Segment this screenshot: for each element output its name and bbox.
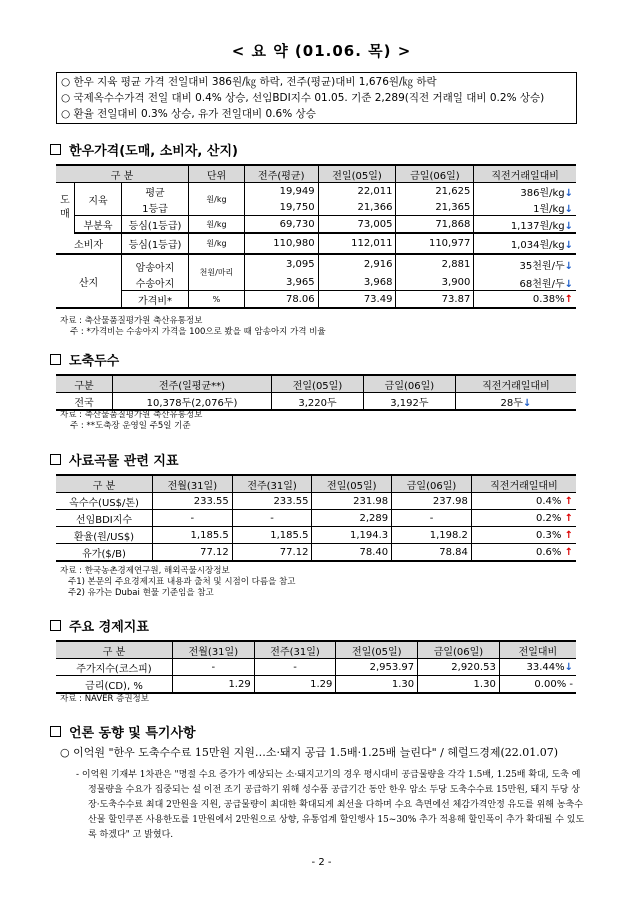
row-label: 가격비* [122,291,189,309]
cell: 112,011 [318,233,396,254]
change-value: 1원/kg [533,203,565,215]
cell: 2,289 [312,510,392,527]
unit-cell: 천원/마리 [189,254,245,291]
change-cell [474,291,576,309]
cell: 71,868 [396,216,474,234]
source-note: 자료 : 축산물품질평가원 축산유통정보 [60,410,203,420]
cell: 1.30 [336,676,418,694]
cell: 1,185.5 [232,527,312,544]
col-header: 전일(05일) [318,165,396,183]
hanwoo-price-table [56,164,576,309]
change-value: 0.3% [536,529,562,541]
section-title: 도축두수 [69,354,120,369]
section-title: 사료곡물 관련 지표 [69,454,179,469]
table-row [56,544,576,562]
unit-cell: % [189,291,245,309]
row-label: 등심(1등급) [122,233,189,254]
row-label: 암송아지 [122,254,189,274]
section-heading-media [50,722,196,741]
col-header: 전일(05일) [336,641,418,659]
col-header: 전일(05일) [272,375,364,393]
row-group-label: 지육 [75,183,122,216]
row-label: 평균 [122,183,189,200]
cell: 78.06 [244,291,318,309]
source-note: 자료 : 한국농촌경제연구원, 해외곡물시장정보 [60,566,230,576]
change-value: 0.2% [536,512,562,524]
cell: - [153,510,233,527]
table-row [56,510,576,527]
table-notes [60,694,149,705]
row-label: 유가($/B) [56,544,153,562]
change-cell [499,659,576,676]
col-header: 전주(일평균**) [113,375,272,393]
col-header: 직전거래일대비 [471,475,576,493]
row-label: 선임BDI지수 [56,510,153,527]
table-row [56,527,576,544]
unit-cell: 원/kg [189,183,245,216]
checkbox-square-icon [50,454,61,465]
cell: 77.12 [232,544,312,562]
econ-indicator-table [56,640,576,694]
row-group-label: 소비자 [56,233,122,254]
change-cell [471,544,576,562]
summary-line: ○ 환율 전일대비 0.3% 상승, 유가 전일대비 0.6% 상승 [61,108,316,120]
checkbox-square-icon [50,620,61,631]
cell: - [173,659,255,676]
unit-cell: 원/kg [189,216,245,234]
col-header: 전일대비 [499,641,576,659]
page-title: < 요 약 (01.06. 목) > [231,42,412,60]
row-label: 환율(원/US$) [56,527,153,544]
arrow-down-icon: ↓ [564,220,573,232]
arrow-up-icon: ↑ [564,546,573,558]
news-body: - 이억원 기재부 1차관은 "명절 수요 증가가 예상되는 소·돼지고기의 경우 평시대비 공급물량을 각각 1.5배, 1.25배 확대, 도축 예정물량을 수요가 집중되는 설 이전 조기 공급하기 위해 성수품 공급기간 동안 한우 암소 두당 도축수수료 15만원, 돼지 두당 상장·도축수수료 최대 2만원을 지원, 공급물량이 최대한 확대되게 최선을 다하며 수요 측면에선 체감가격안정 유도를 위해 농축수산물 할인쿠폰 사용한도를 1만원에서 2만원으로 상향, 유통업계 할인행사 15~30% 추가 적용해 할인폭이 추가 확대될 수 있도록 하겠다" 고 밝혔다. [76,770,585,840]
cell: 3,900 [396,274,474,291]
row-label: 옥수수(US$/톤) [56,493,153,510]
change-value: 0.4% [536,495,562,507]
arrow-down-icon: ↓ [564,203,573,215]
cell: 1,198.2 [392,527,472,544]
cell: 1.29 [173,676,255,694]
col-header: 구 분 [56,641,173,659]
summary-line: ○ 국제옥수수가격 전일 대비 0.4% 상승, 선임BDI지수 01.05. 기준 2,289(직전 거래일 대비 0.2% 상승) [61,92,545,104]
checkbox-square-icon [50,144,61,155]
footnote: 주 : *가격비는 수송아지 가격을 100으로 봤을 때 암송아지 가격 비율 [70,327,326,337]
row-label: 1등급 [122,199,189,216]
page-number: - 2 - [311,857,332,868]
cell: 2,920.53 [418,659,500,676]
cell: 3,192두 [363,393,455,411]
arrow-down-icon: ↓ [564,240,573,251]
change-cell [474,254,576,274]
cell: 233.55 [153,493,233,510]
cell: 1.30 [418,676,500,694]
cell: 3,965 [244,274,318,291]
change-value: 386원/kg [520,187,565,199]
slaughter-table [56,374,576,411]
change-value: 0.38% [532,293,565,305]
col-header: 전주(31일) [254,641,336,659]
cell: 3,095 [244,254,318,274]
cell: 78.84 [392,544,472,562]
col-header: 구분 [56,375,113,393]
cell: 2,953.97 [336,659,418,676]
table-notes [60,316,326,338]
section-title: 한우가격(도매, 소비자, 산지) [69,144,238,159]
row-label: 주가지수(코스피) [56,659,173,676]
cell: 10,378두(2,076두) [113,393,272,411]
change-cell [474,233,576,254]
cell: 21,625 [396,183,474,200]
cell: 69,730 [244,216,318,234]
change-cell [499,676,576,694]
arrow-up-icon: ↑ [564,293,573,305]
feed-grain-table [56,474,576,562]
col-header: 금일(06일) [392,475,472,493]
change-cell [474,183,576,200]
change-value: 68천원/두 [519,278,565,290]
cell: 77.12 [153,544,233,562]
change-cell [455,393,576,411]
arrow-down-icon: ↓ [564,187,573,199]
change-cell [471,527,576,544]
row-label: 등심(1등급) [122,216,189,234]
cell: 3,968 [318,274,396,291]
section-heading-feed [50,450,179,469]
change-value: 28두 [500,397,523,409]
table-notes [60,566,295,599]
col-header: 직전거래일대비 [455,375,576,393]
table-notes [60,410,202,432]
col-header: 직전거래일대비 [474,165,576,183]
col-header: 단위 [189,165,245,183]
arrow-up-icon: ↑ [564,512,573,524]
cell: 233.55 [232,493,312,510]
arrow-down-icon: ↓ [564,261,573,272]
cell: 78.40 [312,544,392,562]
arrow-up-icon: ↑ [564,495,573,507]
arrow-down-icon: ↓ [564,278,573,290]
change-value: 0.00% [534,678,567,690]
news-headline: ○ 이억원 "한우 도축수수료 15만원 지원…소·돼지 공급 1.5배·1.25배 늘린다" / 헤럴드경제(22.01.07) [60,746,559,759]
change-value: 35천원/두 [519,261,565,272]
cell: 110,977 [396,233,474,254]
col-header: 구 분 [56,165,189,183]
footnote: 주2) 유가는 Dubai 현물 기준임을 참고 [68,588,214,598]
arrow-up-icon: ↑ [564,529,573,541]
cell: 231.98 [312,493,392,510]
section-heading-econ [50,616,149,635]
arrow-down-icon: ↓ [564,661,573,673]
col-header: 전주(31일) [232,475,312,493]
change-cell [471,493,576,510]
checkbox-square-icon [50,726,61,737]
table-row [56,659,576,676]
row-group-label: 부분육 [75,216,122,234]
col-header: 전월(31일) [173,641,255,659]
arrow-down-icon: ↓ [522,397,532,409]
source-note: 자료 : NAVER 증권정보 [60,694,149,704]
col-header: 구 분 [56,475,153,493]
cell: - [254,659,336,676]
col-header: 전월(31일) [153,475,233,493]
col-header: 금일(06일) [396,165,474,183]
table-row [56,676,576,694]
row-label: 금리(CD), % [56,676,173,694]
change-cell [474,274,576,291]
col-header: 금일(06일) [363,375,455,393]
col-header: 전일(05일) [312,475,392,493]
cell: 1,194.3 [312,527,392,544]
change-cell [471,510,576,527]
footnote: 주 : **도축장 운영일 주5일 기준 [70,421,191,431]
summary-box [56,72,577,124]
cell: 21,366 [318,199,396,216]
change-value: 1,137원/kg [510,220,565,232]
cell: 1.29 [254,676,336,694]
cell: 110,980 [244,233,318,254]
section-heading-slaughter [50,350,119,369]
col-header: 전주(평균) [244,165,318,183]
cell: 2,916 [318,254,396,274]
row-label: 수송아지 [122,274,189,291]
row-group-label: 산지 [56,254,122,308]
col-header: 금일(06일) [418,641,500,659]
footnote: 주1) 본문의 주요경제지표 내용과 출처 및 시점이 다름을 참고 [68,577,296,587]
cell: 73.87 [396,291,474,309]
summary-line: ○ 한우 지육 평균 가격 전일대비 386원/㎏ 하락, 전주(평균)대비 1,676원/㎏ 하락 [61,76,437,88]
cell: 3,220두 [272,393,364,411]
change-value: 1,034원/kg [510,240,565,251]
cell: 73.49 [318,291,396,309]
unit-cell: 원/kg [189,233,245,254]
no-change-mark: - [569,678,573,690]
change-value: 0.6% [536,546,562,558]
section-title: 주요 경제지표 [69,620,149,635]
change-value: 33.44% [526,661,565,673]
cell: 19,949 [244,183,318,200]
cell: - [232,510,312,527]
section-title: 언론 동향 및 특기사항 [69,726,196,741]
source-note: 자료 : 축산물품질평가원 축산유통정보 [60,316,203,326]
cell: 19,750 [244,199,318,216]
section-heading-hanwoo [50,140,238,159]
cell: 73,005 [318,216,396,234]
cell: 22,011 [318,183,396,200]
cell: - [392,510,472,527]
change-cell [474,199,576,216]
table-row [56,493,576,510]
row-label: 전국 [56,393,113,411]
cell: 21,365 [396,199,474,216]
cell: 1,185.5 [153,527,233,544]
change-cell [474,216,576,234]
cell: 2,881 [396,254,474,274]
checkbox-square-icon [50,354,61,365]
row-group-label: 도 매 [60,195,70,220]
cell: 237.98 [392,493,472,510]
